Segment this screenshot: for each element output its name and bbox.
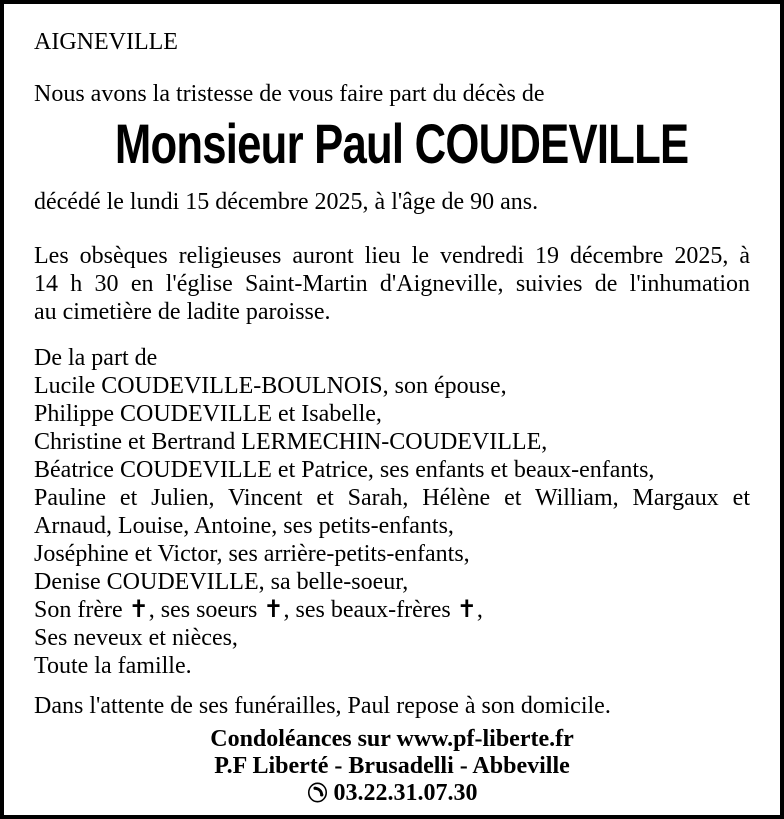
family-line: Christine et Bertrand LERMECHIN-COUDEVILLE, bbox=[34, 429, 548, 455]
city-heading: AIGNEVILLE bbox=[34, 29, 178, 55]
family-line: Béatrice COUDEVILLE et Patrice, ses enfants et beaux-enfants, bbox=[34, 457, 655, 483]
phone-line bbox=[34, 780, 750, 807]
family-list bbox=[34, 344, 750, 680]
family-line-crosses: Son frère ✝, ses soeurs ✝, ses beaux-frères ✝, bbox=[34, 597, 483, 623]
condolences-line: Condoléances sur www.pf-liberte.fr bbox=[210, 726, 574, 752]
phone-number: 03.22.31.07.30 bbox=[333, 780, 478, 806]
telephone-circle-icon bbox=[307, 782, 328, 803]
funeral-home-line: P.F Liberté - Brusadelli - Abbeville bbox=[214, 753, 570, 779]
family-line: Denise COUDEVILLE, sa belle-soeur, bbox=[34, 569, 409, 595]
ceremony-line: Les obsèques religieuses auront lieu le vendredi 19 décembre 2025, à bbox=[34, 243, 750, 269]
deceased-name-title bbox=[34, 114, 750, 186]
ceremony-paragraph bbox=[34, 242, 750, 326]
family-line: Ses neveux et nièces, bbox=[34, 625, 238, 651]
family-line: Arnaud, Louise, Antoine, ses petits-enfants, bbox=[34, 513, 454, 539]
ceremony-line: au cimetière de ladite paroisse. bbox=[34, 299, 331, 325]
family-line: Toute la famille. bbox=[34, 653, 192, 679]
repose-line: Dans l'attente de ses funérailles, Paul repose à son domicile. bbox=[34, 693, 611, 719]
family-line: Philippe COUDEVILLE et Isabelle, bbox=[34, 401, 382, 427]
funeral-home-footer bbox=[34, 726, 750, 807]
family-line: Joséphine et Victor, ses arrière-petits-enfants, bbox=[34, 541, 470, 567]
deceased-name-text: Monsieur Paul COUDEVILLE bbox=[114, 112, 689, 175]
family-line: Lucile COUDEVILLE-BOULNOIS, son épouse, bbox=[34, 373, 507, 399]
intro-text: Nous avons la tristesse de vous faire part du décès de bbox=[34, 81, 545, 107]
death-date-line: décédé le lundi 15 décembre 2025, à l'âge de 90 ans. bbox=[34, 189, 539, 215]
family-line: Pauline et Julien, Vincent et Sarah, Hélène et William, Margaux et bbox=[34, 485, 750, 511]
family-intro-line: De la part de bbox=[34, 345, 158, 371]
ceremony-line: 14 h 30 en l'église Saint-Martin d'Aigneville, suivies de l'inhumation bbox=[34, 271, 750, 297]
